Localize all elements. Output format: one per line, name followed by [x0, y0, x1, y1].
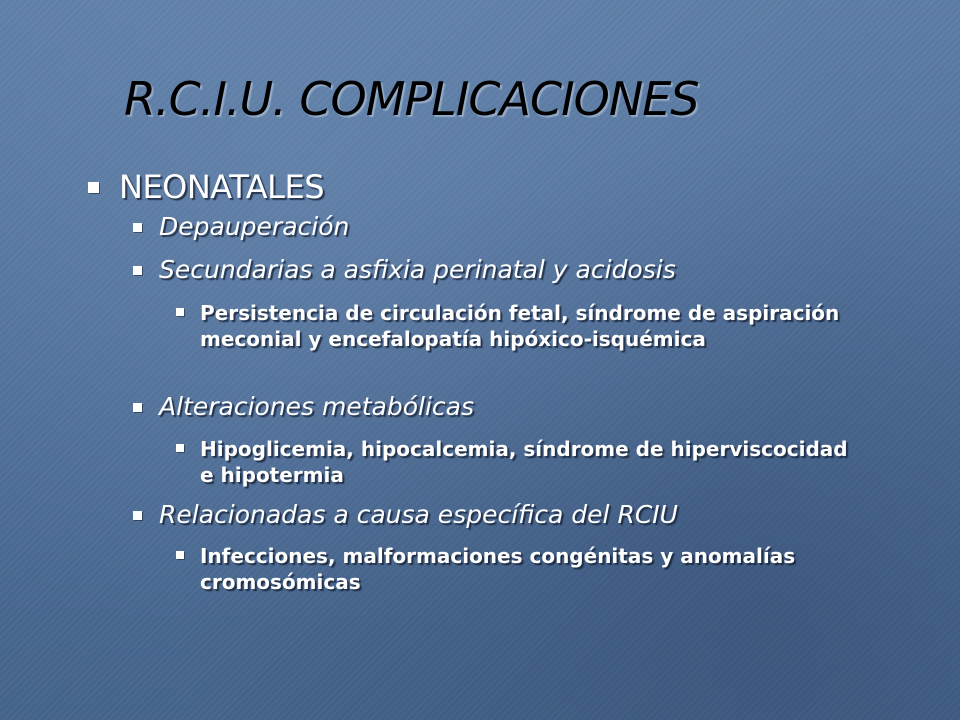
sub-list-item: [176, 300, 850, 352]
square-bullet-icon: [133, 223, 142, 232]
bullet-neonatales: [88, 168, 324, 206]
square-bullet-icon: [133, 511, 142, 520]
sub-item-text: Persistencia de circulación fetal, síndrome de aspiración meconial y encefalopatía hipóxico-isquémica: [200, 301, 840, 351]
square-bullet-icon: [133, 403, 142, 412]
sub-list-item: [176, 436, 850, 488]
square-bullet-icon: [88, 182, 99, 193]
list-item: [133, 212, 349, 241]
square-bullet-icon: [176, 551, 184, 559]
item-label: Secundarias a asfixia perinatal y acidosis: [159, 255, 676, 284]
sub-item-text: Hipoglicemia, hipocalcemia, síndrome de hiperviscocidad e hipotermia: [200, 437, 848, 487]
item-label: Depauperación: [159, 212, 350, 241]
sub-item-text: Infecciones, malformaciones congénitas y anomalías cromosómicas: [200, 544, 796, 594]
item-label: Alteraciones metabólicas: [159, 392, 475, 421]
slide-title: R.C.I.U. COMPLICACIONES: [124, 72, 699, 126]
sub-list-item: [176, 543, 850, 595]
heading-neonatales: NEONATALES: [119, 168, 324, 206]
square-bullet-icon: [176, 444, 184, 452]
list-item: [133, 500, 678, 529]
square-bullet-icon: [133, 266, 142, 275]
item-label: Relacionadas a causa específica del RCIU: [159, 500, 678, 529]
list-item: [133, 392, 474, 421]
list-item: [133, 255, 676, 284]
square-bullet-icon: [176, 308, 184, 316]
